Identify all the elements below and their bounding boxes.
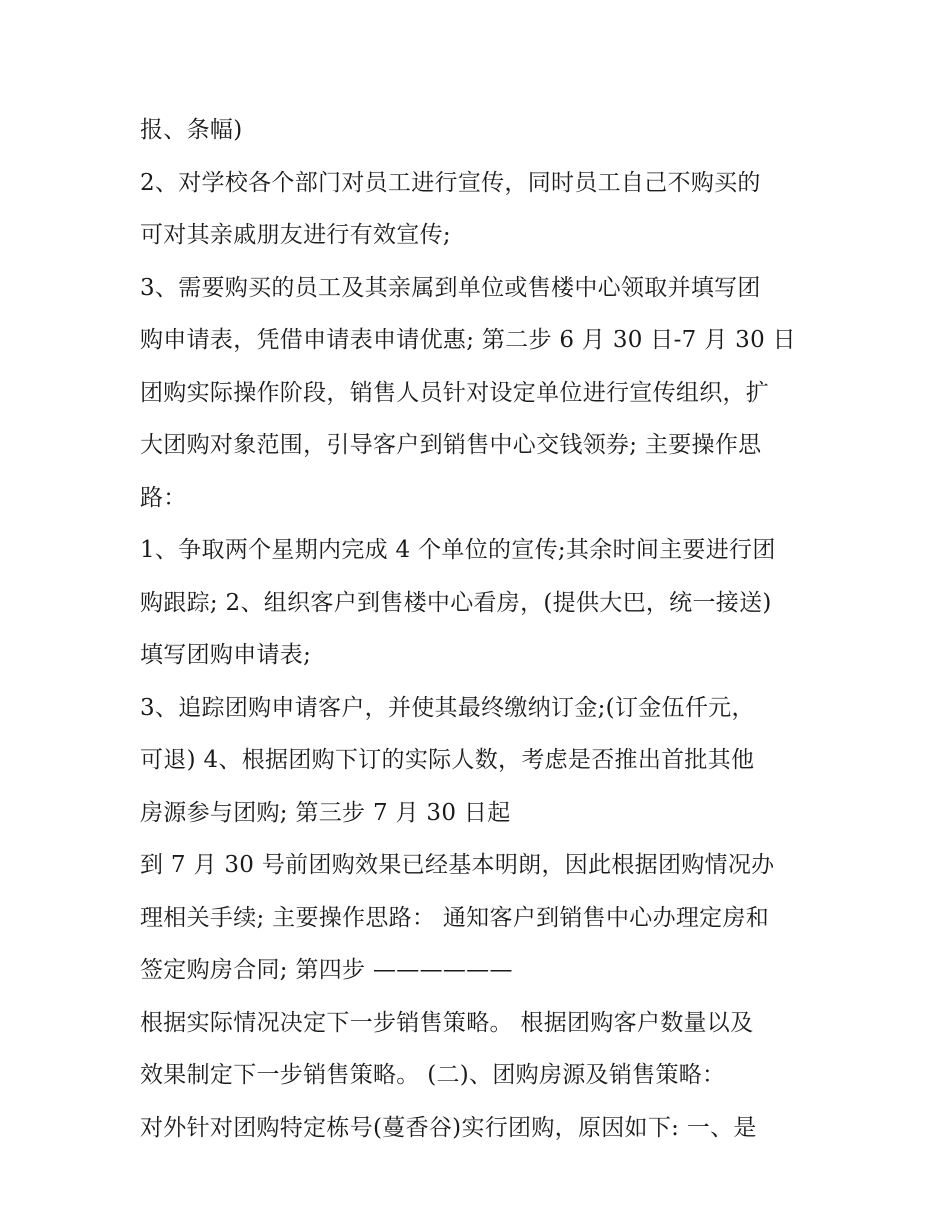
text-line: 填写团购申请表; <box>140 642 312 668</box>
text-line: 大团购对象范围，引导客户到销售中心交钱领券; 主要操作思 <box>140 432 762 458</box>
text-line: 购跟踪; 2、组织客户到售楼中心看房，(提供大巴，统一接送) <box>140 589 772 616</box>
text-line: 对外针对团购特定栋号(蔓香谷)实行团购，原因如下: 一、是 <box>140 1114 757 1141</box>
text-line: 3、追踪团购申请客户，并使其最终缴纳订金;(订金伍仟元， <box>140 694 755 721</box>
text-line: 效果制定下一步销售策略。 (二)、团购房源及销售策略： <box>140 1062 726 1088</box>
text-line: 团购实际操作阶段，销售人员针对设定单位进行宣传组织，扩 <box>140 379 770 406</box>
text-line: 理相关手续; 主要操作思路： 通知客户到销售中心办理定房和 <box>140 904 770 931</box>
text-line: 房源参与团购; 第三步 7 月 30 日起 <box>140 799 511 826</box>
text-line: 路： <box>140 484 187 511</box>
text-line: 可对其亲戚朋友进行有效宣传; <box>140 222 451 248</box>
text-line: 到 7 月 30 号前团购效果已经基本明朗，因此根据团购情况办 <box>140 852 775 878</box>
text-line: 签定购房合同; 第四步 —————— <box>140 957 513 983</box>
text-line: 2、对学校各个部门对员工进行宣传，同时员工自己不购买的 <box>140 169 761 196</box>
text-line: 购申请表，凭借申请表申请优惠; 第二步 6 月 30 日-7 月 30 日 <box>140 327 796 353</box>
text-line: 根据实际情况决定下一步销售策略。 根据团购客户数量以及 <box>140 1009 754 1036</box>
text-line: 1、争取两个星期内完成 4 个单位的宣传;其余时间主要进行团 <box>140 537 776 563</box>
document-body <box>140 104 820 1154</box>
text-line: 可退) 4、根据团购下订的实际人数，考虑是否推出首批其他 <box>140 747 755 773</box>
text-line: 3、需要购买的员工及其亲属到单位或售楼中心领取并填写团 <box>140 274 761 301</box>
text-line: 报、条幅) <box>140 117 243 143</box>
